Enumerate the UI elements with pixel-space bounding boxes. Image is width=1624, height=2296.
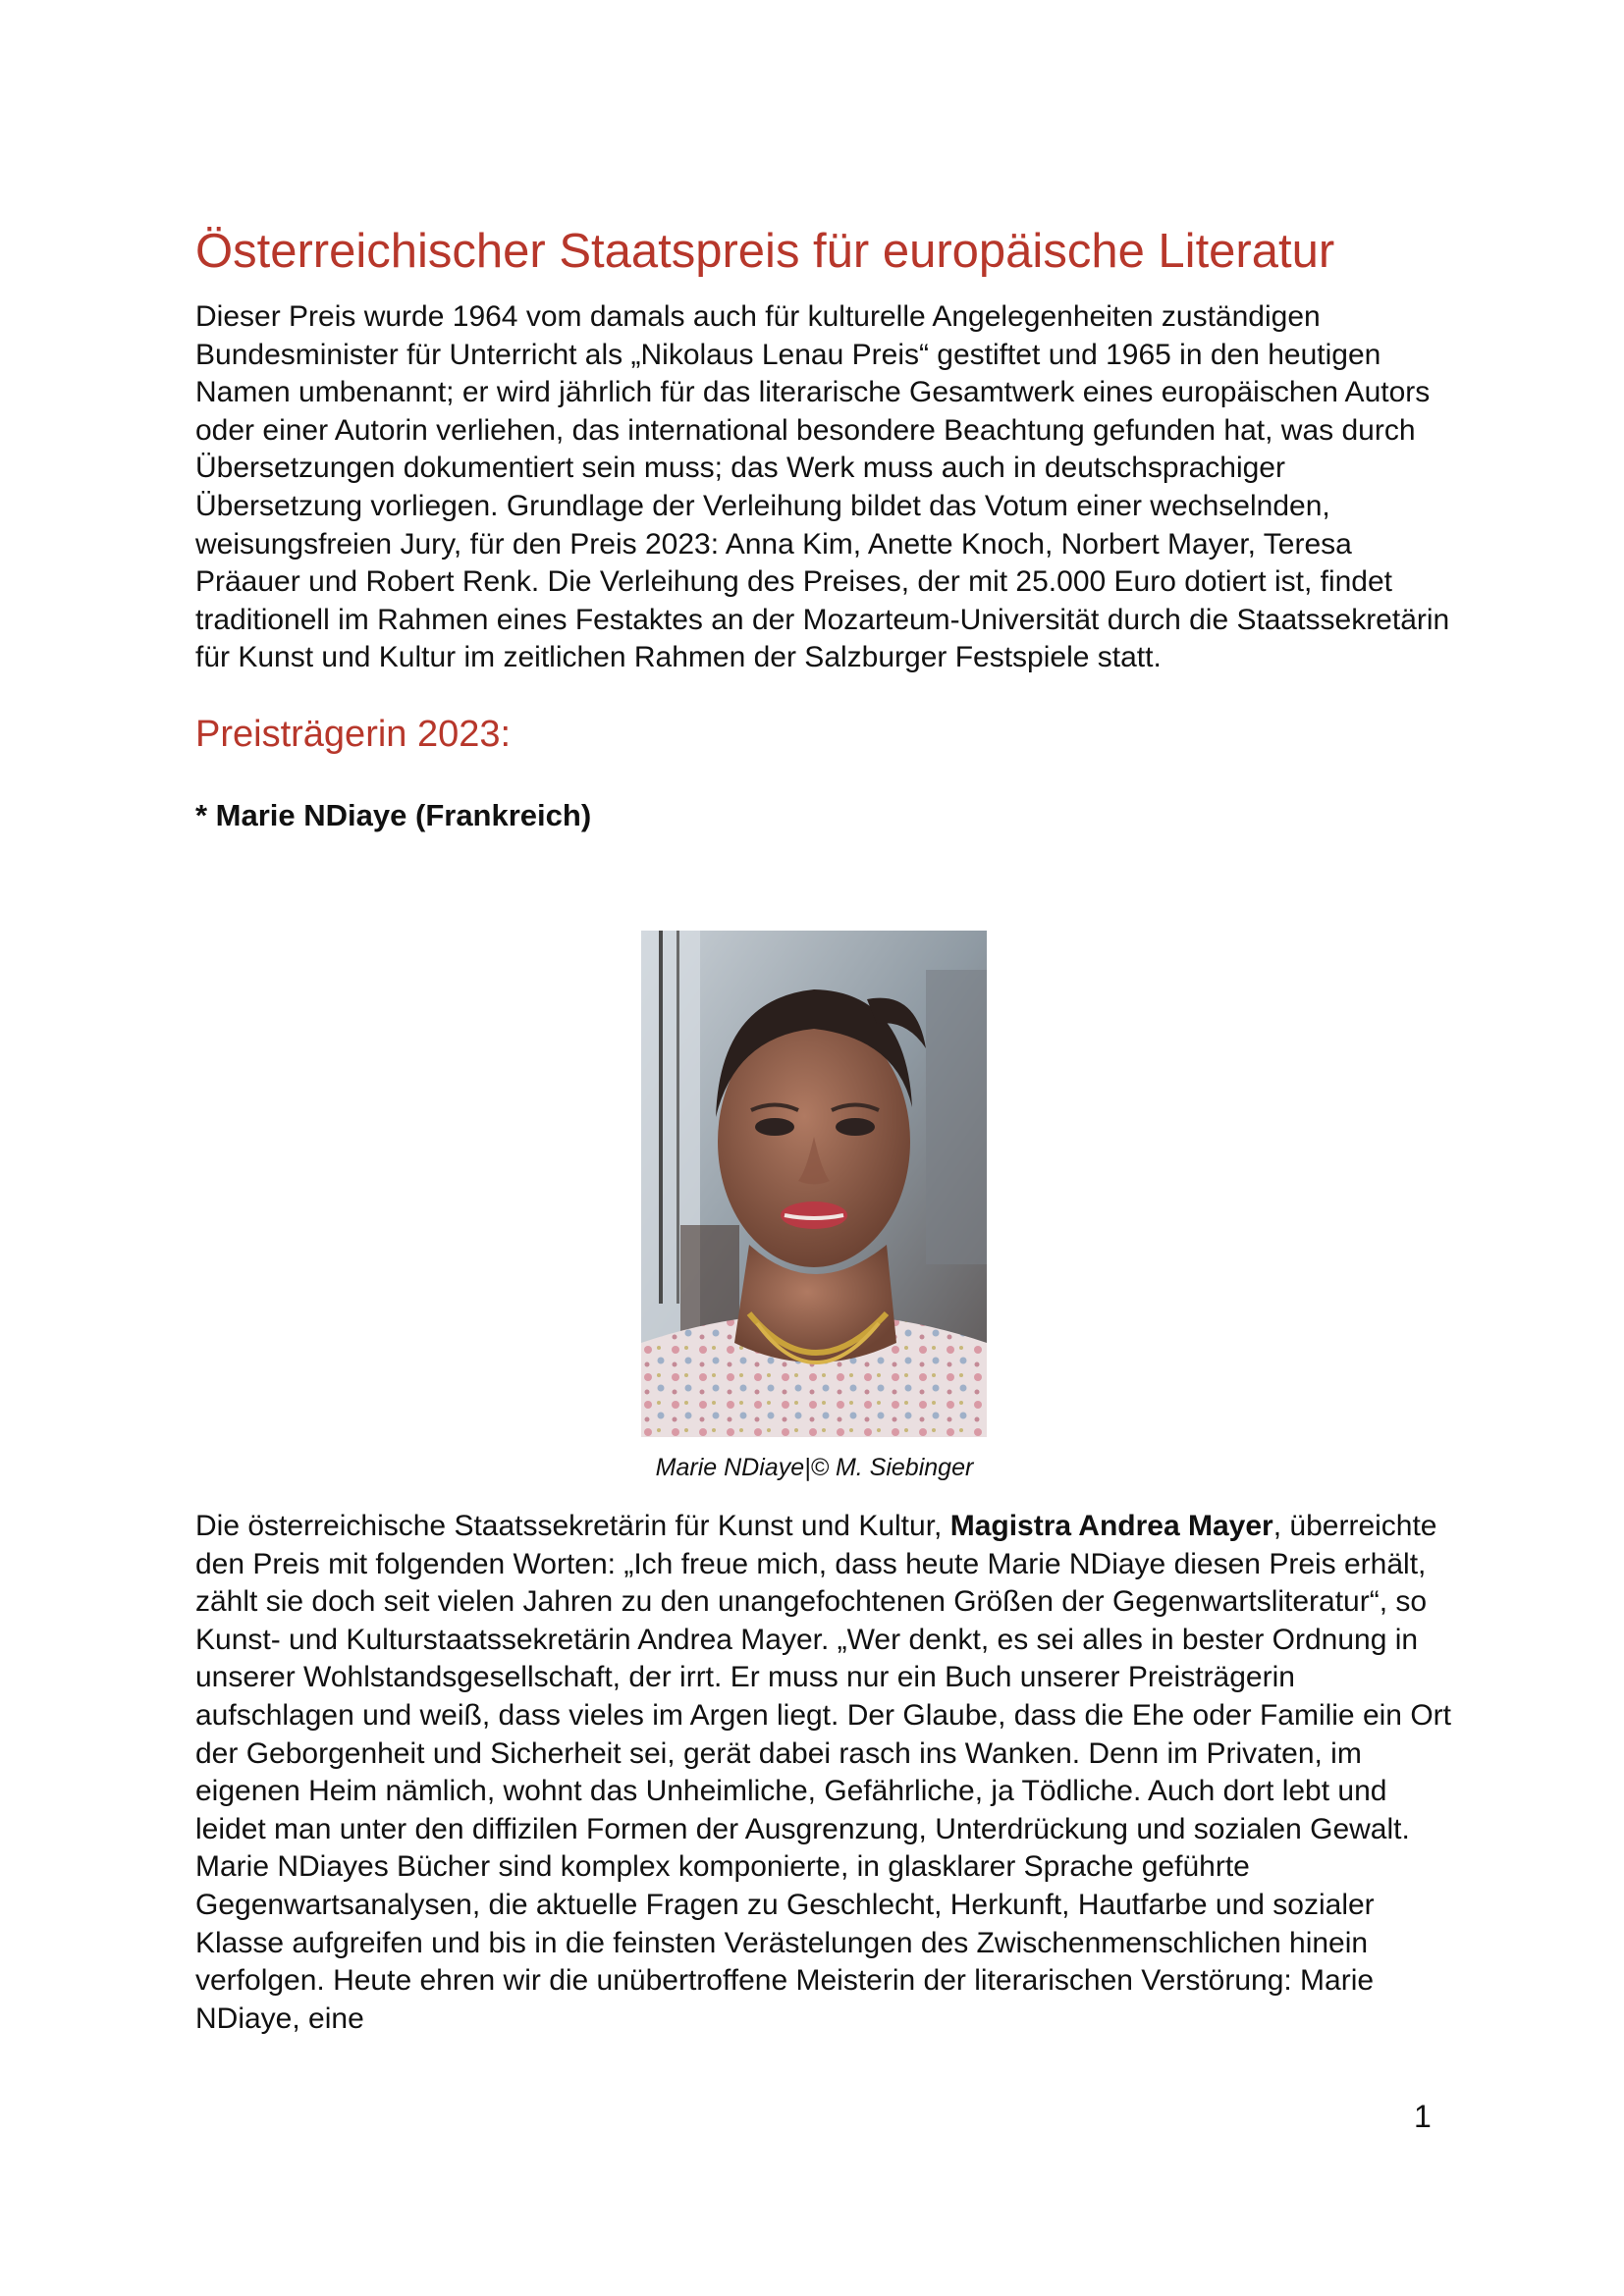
page-title: Österreichischer Staatspreis für europäische Literatur	[195, 225, 1335, 278]
portrait-image	[641, 931, 987, 1437]
speech-paragraph	[195, 1508, 1452, 2038]
portrait-photo	[641, 931, 987, 1437]
intro-paragraph: Dieser Preis wurde 1964 vom damals auch für kulturelle Angelegenheiten zuständigen Bundesminister für Unterricht als „Nikolaus Lenau Preis“ gestiftet und 1965 in den heutigen Namen umbenannt; er wird jährlich für das literarische Gesamtwerk eines europäischen Autors oder einer Autorin verliehen, das international besondere Beachtung gefunden hat, was durch Übersetzungen dokumentiert sein muss; das Werk muss auch in deutschsprachiger Übersetzung vorliegen. Grundlage der Verleihung bildet das Votum einer wechselnden, weisungsfreien Jury, für den Preis 2023: Anna Kim, Anette Knoch, Norbert Mayer, Teresa Präauer und Robert Renk. Die Verleihung des Preises, der mit 25.000 Euro dotiert ist, findet traditionell im Rahmen eines Festaktes an der Mozarteum-Universität durch die Staatssekretärin für Kunst und Kultur im zeitlichen Rahmen der Salzburger Festspiele statt.	[195, 300, 1450, 674]
speech-lead: Die österreichische Staatssekretärin für Kunst und Kultur,	[195, 1510, 950, 1542]
page-number: 1	[1414, 2099, 1432, 2134]
photo-caption: Marie NDiaye|© M. Siebinger	[655, 1454, 974, 1481]
document-page	[195, 222, 1452, 2035]
winner-line: * Marie NDiaye (Frankreich)	[195, 797, 592, 832]
section-heading: Preisträgerin 2023:	[195, 713, 512, 755]
speech-text: , überreichte den Preis mit folgenden Worten: „Ich freue mich, dass heute Marie NDiaye diesen Preis erhält, zählt sie doch seit vielen Jahren zu den unangefochtenen Größen der Gegenwartsliteratur“, so Kunst- und Kulturstaatssekretärin Andrea Mayer. „Wer denkt, es sei alles in bester Ordnung in unserer Wohlstandsgesellschaft, der irrt. Er muss nur ein Buch unserer Preisträgerin aufschlagen und weiß, dass vieles im Argen liegt. Der Glaube, dass die Ehe oder Familie ein Ort der Geborgenheit und Sicherheit sei, gerät dabei rasch ins Wanken. Denn im Privaten, im eigenen Heim nämlich, wohnt das Unheimliche, Gefährliche, ja Tödliche. Auch dort lebt und leidet man unter den diffizilen Formen der Ausgrenzung, Unterdrückung und sozialen Gewalt. Marie NDiayes Bücher sind komplex komponierte, in glasklarer Sprache geführte Gegenwartsanalysen, die aktuelle Fragen zu Geschlecht, Herkunft, Hautfarbe und sozialer Klasse aufgreifen und bis in die feinsten Verästelungen des Zwischenmenschlichen hinein verfolgen. Heute ehren wir die unübertroffene Meisterin der literarischen Verstörung: Marie NDiaye, eine	[195, 1510, 1451, 2035]
speaker-name: Magistra Andrea Mayer	[949, 1510, 1273, 1542]
